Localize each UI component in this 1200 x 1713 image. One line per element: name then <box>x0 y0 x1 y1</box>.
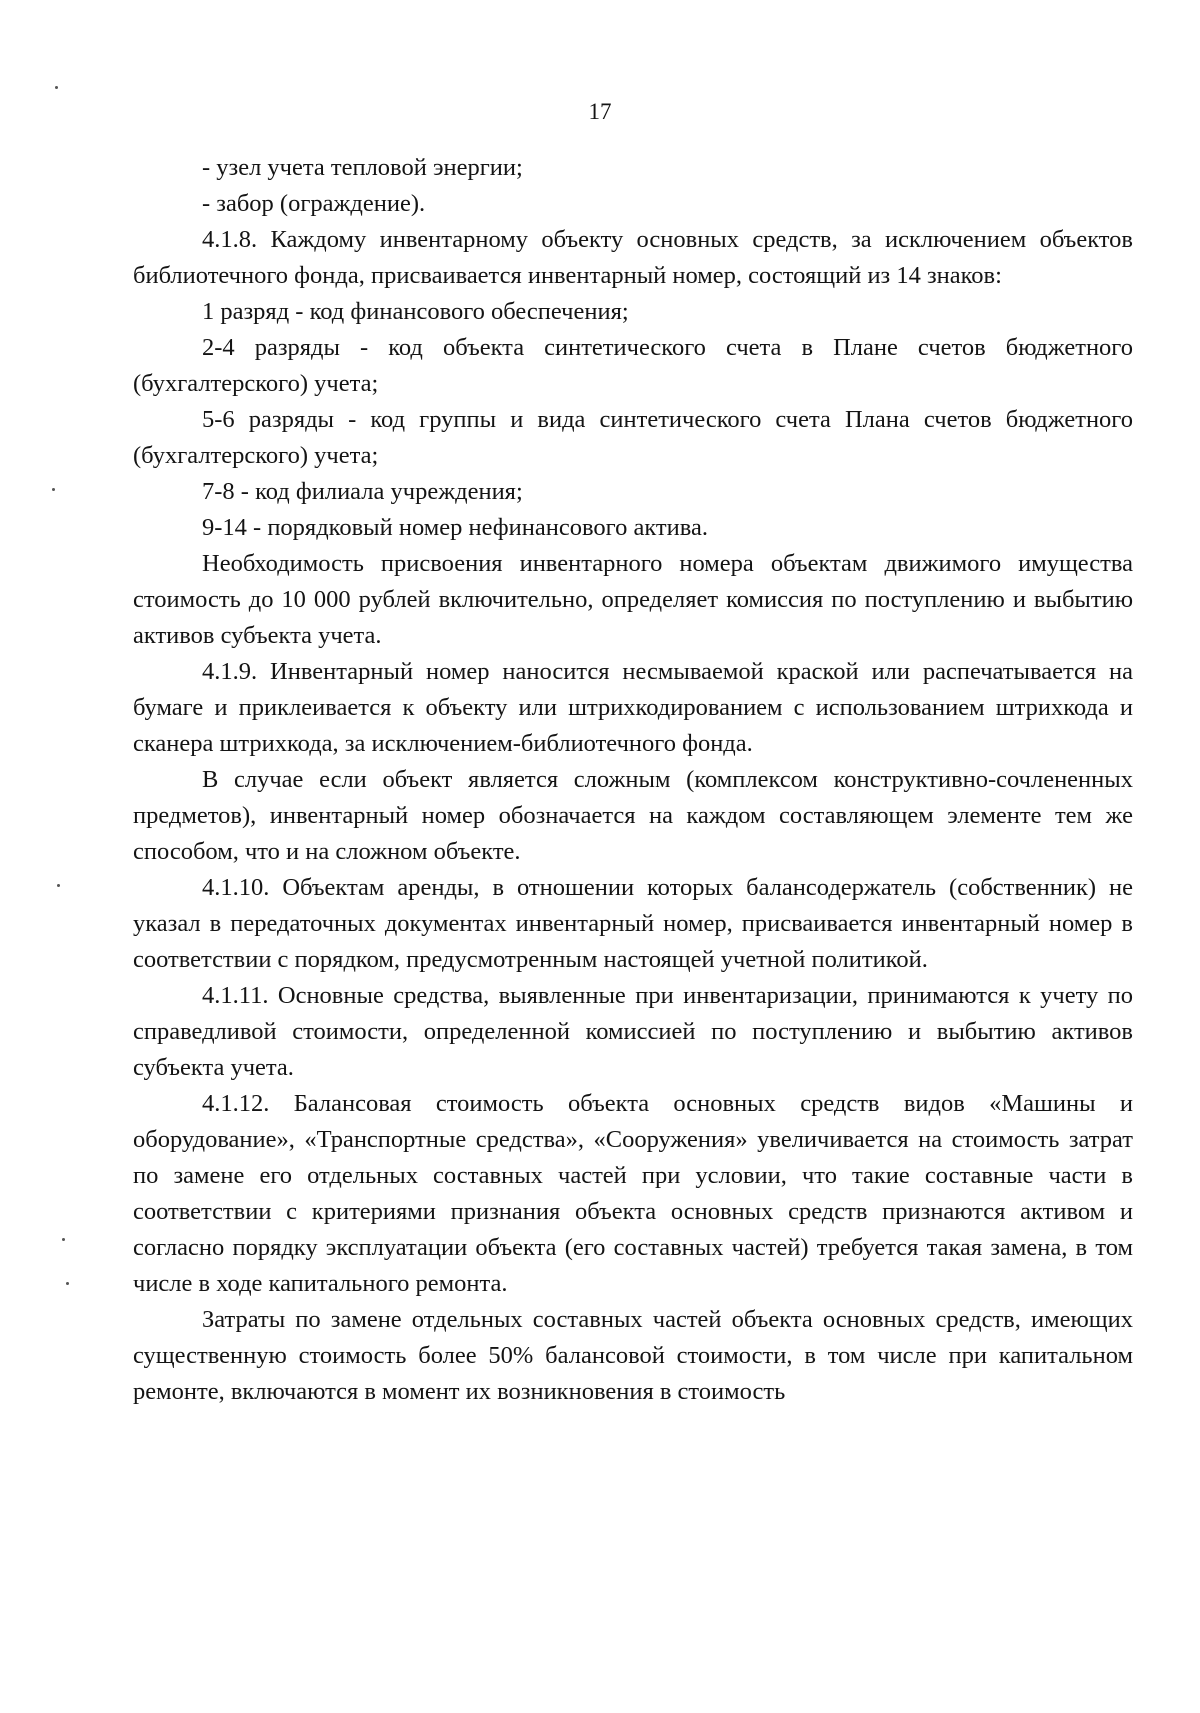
digit-rule-9-14: 9-14 - порядковый номер нефинансового актива. <box>202 514 708 541</box>
digit-rule-2-4: 2-4 разряды - код объекта синтетического счета в Плане счетов бюджетного (бухгалтерского) учета; <box>133 334 1133 397</box>
scan-speck <box>57 884 60 887</box>
paragraph-inventory-necessity: Необходимость присвоения инвентарного номера объектам движимого имущества стоимость до 10 000 рублей включительно, определяет комиссия по поступлению и выбытию активов субъекта учета. <box>133 550 1133 649</box>
paragraph-4-1-8: 4.1.8. Каждому инвентарному объекту основных средств, за исключением объектов библиотечного фонда, присваивается инвентарный номер, состоящий из 14 знаков: <box>133 226 1133 289</box>
paragraph-4-1-9: 4.1.9. Инвентарный номер наносится несмываемой краской или распечатывается на бумаге и приклеивается к объекту или штрихкодированием с использованием штрихкода и сканера штрихкода, за исключением-библиотечного фонда. <box>133 658 1133 757</box>
scan-speck <box>62 1238 65 1241</box>
digit-rule-1: 1 разряд - код финансового обеспечения; <box>202 298 629 325</box>
document-body <box>133 150 1133 1410</box>
list-item-fence: - забор (ограждение). <box>202 190 426 217</box>
scan-speck <box>55 86 58 89</box>
paragraph-4-1-10: 4.1.10. Объектам аренды, в отношении которых балансодержатель (собственник) не указал в передаточных документах инвентарный номер, присваивается инвентарный номер в соответствии с порядком, предусмотренным настоящей учетной политикой. <box>133 874 1133 973</box>
page-number: 17 <box>588 99 612 124</box>
list-item-heat-meter: - узел учета тепловой энергии; <box>202 154 523 181</box>
paragraph-complex-object: В случае если объект является сложным (комплексом конструктивно-сочлененных предметов), инвентарный номер обозначается на каждом составляющем элементе тем же способом, что и на сложном объекте. <box>133 766 1133 865</box>
scan-speck <box>52 488 55 491</box>
digit-rule-5-6: 5-6 разряды - код группы и вида синтетического счета Плана счетов бюджетного (бухгалтерского) учета; <box>133 406 1133 469</box>
scan-speck <box>66 1282 69 1285</box>
paragraph-4-1-12: 4.1.12. Балансовая стоимость объекта основных средств видов «Машины и оборудование», «Транспортные средства», «Сооружения» увеличивается на стоимость затрат по замене его отдельных составных частей при условии, что такие составные части в соответствии с критериями признания объекта основных средств признаются активом и согласно порядку эксплуатации объекта (его составных частей) требуется такая замена, в том числе в ходе капитального ремонта. <box>133 1090 1133 1297</box>
paragraph-replacement-costs: Затраты по замене отдельных составных частей объекта основных средств, имеющих существенную стоимость более 50% балансовой стоимости, в том числе при капитальном ремонте, включаются в момент их возникновения в стоимость <box>133 1306 1133 1405</box>
paragraph-4-1-11: 4.1.11. Основные средства, выявленные при инвентаризации, принимаются к учету по справедливой стоимости, определенной комиссией по поступлению и выбытию активов субъекта учета. <box>133 982 1133 1081</box>
digit-rule-7-8: 7-8 - код филиала учреждения; <box>202 478 523 505</box>
